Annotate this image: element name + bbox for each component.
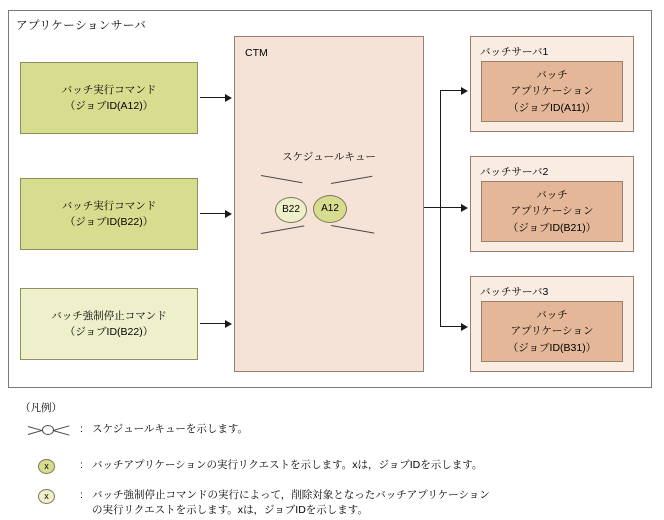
arrow-cmd-a12-to-ctm-line: [200, 97, 226, 98]
batch-force-stop-command-box: [20, 288, 198, 360]
arrow-ctm-to-batch-server-1-head: [461, 87, 468, 95]
arrow-stop-cmd-to-ctm-line: [200, 323, 226, 324]
schedule-queue-label: スケジュールキュー: [282, 151, 376, 163]
arrow-ctm-to-batch-server-3-vertical: [440, 207, 441, 327]
arrow-ctm-to-batch-server-2-head: [461, 204, 468, 212]
batch-application-b21-line3: （ジョブID(B21)）: [507, 221, 597, 234]
schedule-queue-icon: [20, 422, 76, 440]
batch-application-b31-line1: バッチ: [536, 309, 568, 322]
queue-token-a12-label: A12: [321, 203, 339, 215]
legend-text-deleted-request-line2: の実行リクエストを示します。xは，ジョブIDを示します。: [92, 504, 368, 516]
job-token-icon-deleted-circle: [38, 489, 55, 504]
batch-application-a11-line3: （ジョブID(A11)）: [508, 101, 596, 114]
application-server-title: アプリケーションサーバ: [16, 20, 147, 32]
legend-text-schedule-queue: スケジュールキューを示します。: [92, 423, 249, 435]
queue-token-a12: [313, 195, 347, 223]
arrow-cmd-a12-to-ctm-head: [225, 94, 232, 102]
legend-title: （凡例）: [20, 402, 62, 414]
batch-exec-command-a12-line2: （ジョブID(A12)）: [64, 100, 154, 112]
batch-exec-command-b22-line2: （ジョブID(B22)）: [64, 216, 154, 228]
batch-server-1-box: [470, 36, 634, 132]
arrow-cmd-b22-to-ctm-head: [225, 210, 232, 218]
legend-colon-2: :: [80, 459, 83, 471]
batch-server-1-label: バッチサーバ1: [480, 46, 549, 58]
legend-colon-1: :: [80, 423, 83, 435]
legend-text-deleted-request-line1: バッチ強制停止コマンドの実行によって，削除対象となったバッチアプリケーション: [92, 489, 490, 501]
batch-application-b31-line2: アプリケーション: [510, 325, 594, 338]
job-token-icon-exec-circle: [38, 459, 55, 474]
arrow-stop-cmd-to-ctm-head: [225, 320, 232, 328]
ctm-label: CTM: [245, 47, 268, 59]
batch-application-b31-line3: （ジョブID(B31)）: [507, 341, 597, 354]
batch-exec-command-b22-line1: バッチ実行コマンド: [61, 199, 157, 212]
batch-force-stop-command-line2: （ジョブID(B22)）: [64, 326, 154, 338]
arrow-ctm-to-batch-server-2-line: [424, 207, 462, 208]
schedule-queue-icon-line-2: [331, 176, 373, 184]
schedule-queue-icon-line-4: [331, 225, 375, 234]
legend-colon-3: :: [80, 489, 83, 501]
schedule-queue-icon-line-4: [53, 430, 70, 436]
batch-force-stop-command-line1: バッチ強制停止コマンド: [51, 309, 167, 322]
batch-server-2-box: [470, 156, 634, 252]
batch-exec-command-a12-box: [20, 62, 198, 134]
arrow-ctm-to-batch-server-1-line: [440, 90, 462, 91]
ctm-box: [234, 36, 424, 372]
job-token-icon-exec-label: x: [44, 460, 49, 471]
batch-exec-command-a12-line1: バッチ実行コマンド: [61, 83, 157, 96]
batch-application-a11-line2: アプリケーション: [510, 85, 594, 98]
batch-application-b21-line1: バッチ: [536, 189, 568, 202]
batch-application-a11: [481, 61, 623, 122]
batch-application-b31: [481, 301, 623, 362]
arrow-cmd-b22-to-ctm-line: [200, 213, 226, 214]
arrow-ctm-to-batch-server-1-vertical: [440, 90, 441, 208]
job-token-icon-deleted: [20, 488, 76, 506]
arrow-ctm-to-batch-server-3-head: [461, 323, 468, 331]
batch-application-a11-line1: バッチ: [536, 69, 568, 82]
batch-server-3-box: [470, 276, 634, 372]
legend-text-exec-request: バッチアプリケーションの実行リクエストを示します。xは，ジョブIDを示します。: [92, 459, 483, 471]
batch-exec-command-b22-box: [20, 178, 198, 250]
job-token-icon-exec: [20, 458, 76, 476]
schedule-queue-icon-line-3: [261, 225, 305, 234]
schedule-queue-icon-line-1: [261, 175, 303, 183]
queue-token-b22-label: B22: [282, 204, 300, 216]
batch-application-b21: [481, 181, 623, 242]
arrow-ctm-to-batch-server-3-line: [440, 326, 462, 327]
batch-server-2-label: バッチサーバ2: [480, 166, 549, 178]
batch-server-3-label: バッチサーバ3: [480, 286, 549, 298]
batch-application-b21-line2: アプリケーション: [510, 205, 594, 218]
job-token-icon-deleted-label: x: [44, 490, 49, 501]
queue-token-b22: [275, 197, 307, 223]
